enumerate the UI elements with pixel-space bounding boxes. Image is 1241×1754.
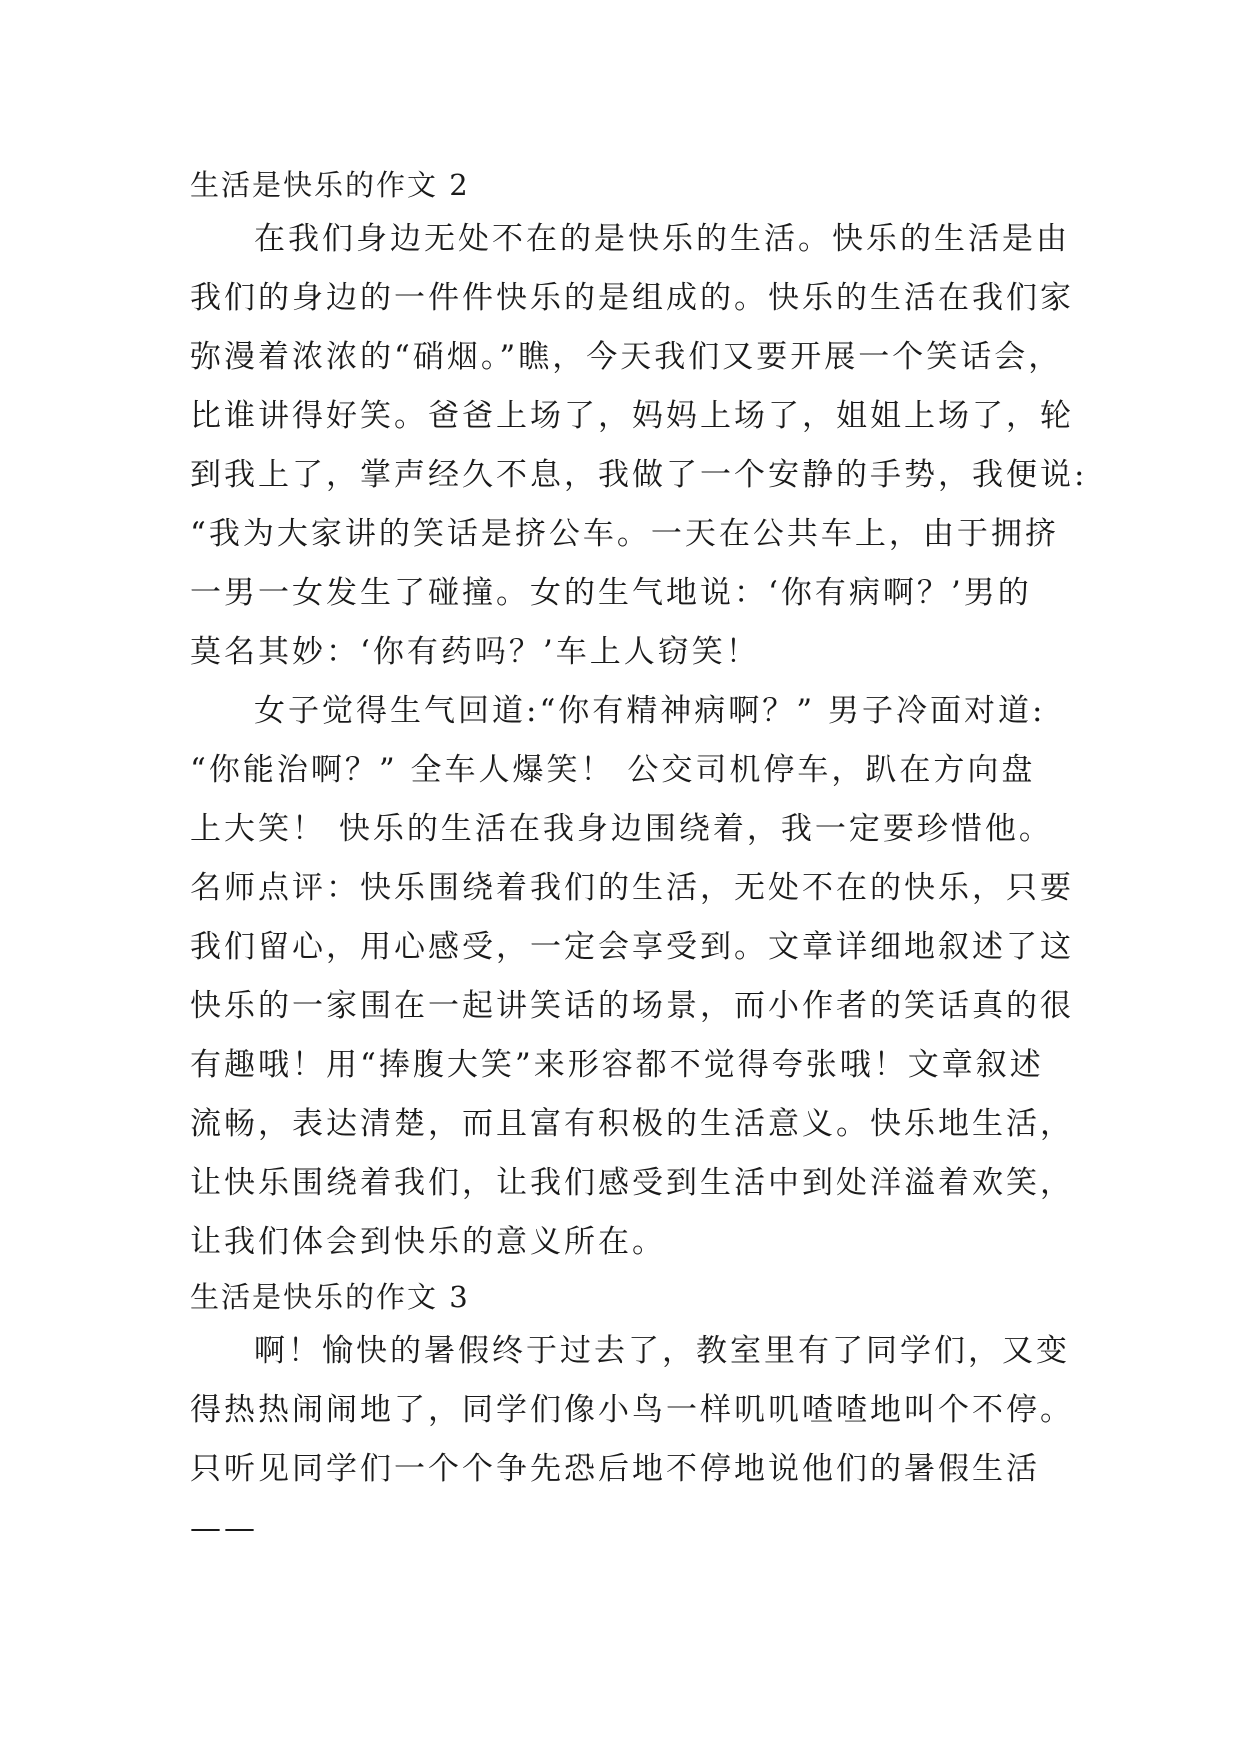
text-line: 在我们身边无处不在的是快乐的生活。快乐的生活是由	[254, 221, 1070, 257]
document-body	[190, 160, 1088, 1558]
text-line: “我为大家讲的笑话是挤公车。一天在公共车上，由于拥挤	[190, 516, 1059, 552]
text-line: 有趣哦！用“捧腹大笑”来形容都不觉得夸张哦！文章叙述	[190, 1047, 1044, 1083]
text-line: 快乐的一家围在一起讲笑话的场景，而小作者的笑话真的很	[190, 988, 1074, 1024]
paragraph	[190, 1322, 1074, 1558]
section-heading: 生活是快乐的作文 2	[190, 168, 470, 202]
text-line: 比谁讲得好笑。爸爸上场了，妈妈上场了，姐姐上场了，轮	[190, 398, 1074, 434]
text-line: 流畅，表达清楚，而且富有积极的生活意义。快乐地生活，	[190, 1106, 1074, 1142]
text-line: 一男一女发生了碰撞。女的生气地说：‘你有病啊？’男的	[190, 575, 1032, 611]
text-line: 弥漫着浓浓的“硝烟。”瞧，今天我们又要开展一个笑话会，	[190, 339, 1063, 375]
text-line: 名师点评：快乐围绕着我们的生活，无处不在的快乐，只要	[190, 870, 1074, 906]
text-line: 女子觉得生气回道:“你有精神病啊？” 男子冷面对道:	[254, 693, 1046, 729]
text-line: ——	[190, 1510, 258, 1546]
text-line: 让我们体会到快乐的意义所在。	[190, 1224, 666, 1260]
text-line: 我们的身边的一件件快乐的是组成的。快乐的生活在我们家	[190, 280, 1074, 316]
paragraph	[190, 682, 1074, 1272]
text-line: 得热热闹闹地了，同学们像小鸟一样叽叽喳喳地叫个不停。	[190, 1392, 1074, 1428]
text-line: 我们留心，用心感受，一定会享受到。文章详细地叙述了这	[190, 929, 1074, 965]
text-line: 上大笑！ 快乐的生活在我身边围绕着，我一定要珍惜他。	[190, 811, 1053, 847]
text-line: “你能治啊？” 全车人爆笑！ 公交司机停车，趴在方向盘	[190, 752, 1036, 788]
text-line: 只听见同学们一个个争先恐后地不停地说他们的暑假生活	[190, 1451, 1040, 1487]
text-line: 啊！愉快的暑假终于过去了，教室里有了同学们，又变	[254, 1333, 1070, 1369]
section-heading: 生活是快乐的作文 3	[190, 1280, 470, 1314]
text-line: 到我上了，掌声经久不息，我做了一个安静的手势，我便说:	[190, 457, 1088, 493]
text-line: 让快乐围绕着我们，让我们感受到生活中到处洋溢着欢笑，	[190, 1165, 1074, 1201]
paragraph	[190, 210, 1088, 682]
text-line: 莫名其妙：‘你有药吗？’车上人窃笑！	[190, 634, 760, 670]
